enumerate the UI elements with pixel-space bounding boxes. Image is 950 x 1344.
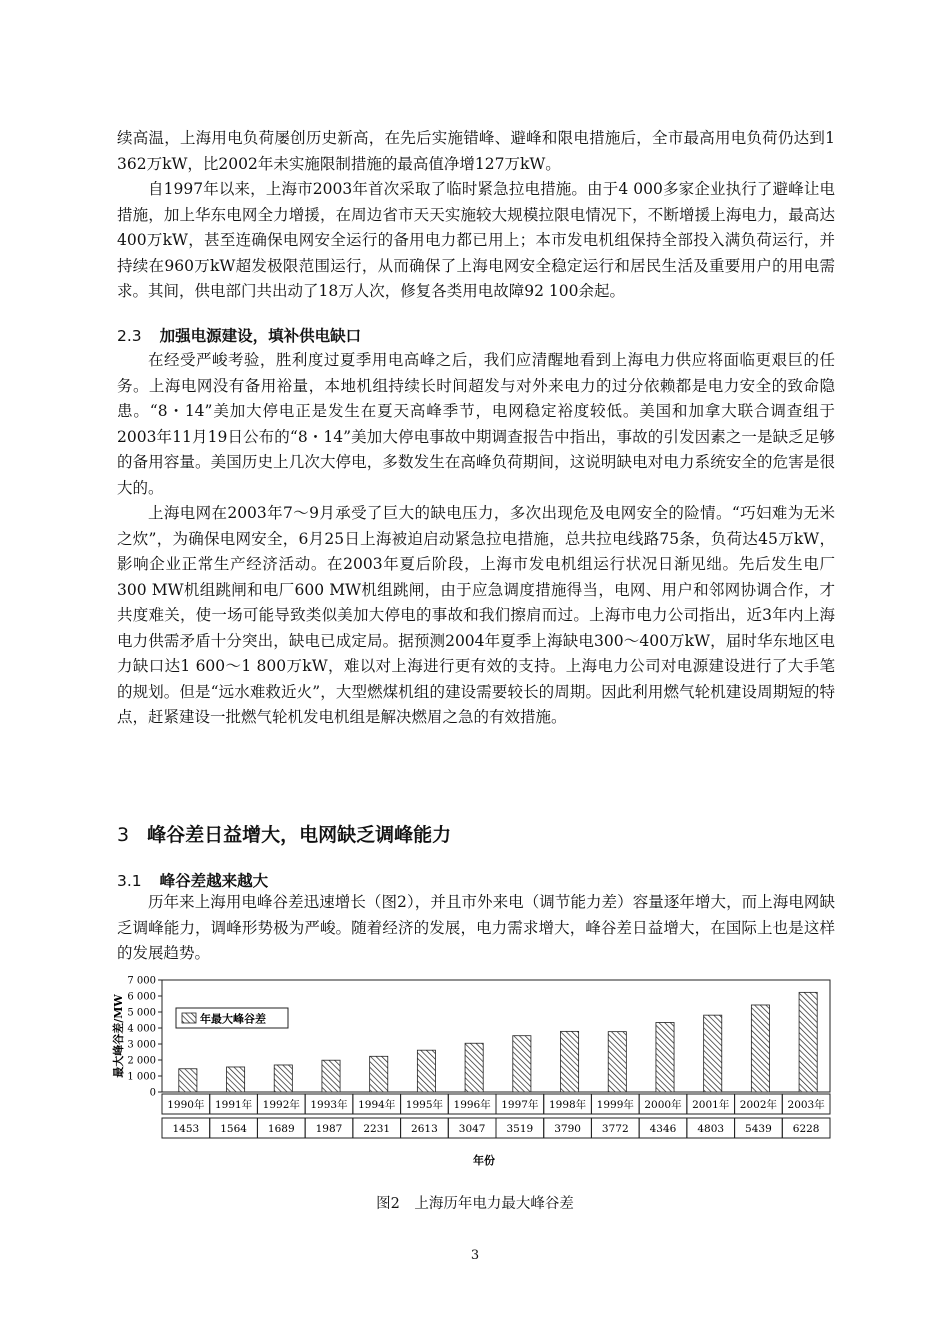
bar-1991年 bbox=[227, 1067, 245, 1092]
bar-2002年 bbox=[751, 1005, 769, 1092]
bar-1993年 bbox=[322, 1060, 340, 1092]
bar-2001年 bbox=[704, 1015, 722, 1092]
x-tick-label: 2002年 bbox=[739, 1099, 778, 1111]
data-label: 4346 bbox=[649, 1123, 677, 1135]
paragraph: 历年来上海用电峰谷差迅速增长（图2），并且市外来电（调节能力差）容量逐年增大，而上海电网缺乏调峰能力，调峰形势极为严峻。随着经济的发展，电力需求增大，峰谷差日益增大，在国际上也是这样的发展趋势。 bbox=[117, 893, 835, 962]
bar-2003年 bbox=[799, 992, 817, 1092]
figure-caption: 图2 上海历年电力最大峰谷差 bbox=[376, 1196, 574, 1212]
body-text-top bbox=[117, 126, 835, 305]
data-label: 3047 bbox=[458, 1123, 486, 1135]
data-label: 5439 bbox=[745, 1123, 772, 1135]
paragraph-continued: 续高温，上海用电负荷屡创历史新高，在先后实施错峰、避峰和限电措施后，全市最高用电负荷仍达到1 362万kW，比2002年未实施限制措施的最高值净增127万kW。 bbox=[117, 129, 835, 173]
x-axis-label: 年份 bbox=[473, 1154, 495, 1167]
peak-valley-chart bbox=[110, 972, 845, 1172]
data-label: 3790 bbox=[554, 1123, 581, 1135]
y-tick-label: 1 000 bbox=[127, 1071, 156, 1083]
data-label: 4803 bbox=[697, 1123, 725, 1135]
legend-swatch bbox=[182, 1013, 196, 1023]
section-number: 3.1 bbox=[117, 872, 142, 890]
y-tick-label: 2 000 bbox=[127, 1055, 156, 1067]
section-title: 峰谷差越来越大 bbox=[159, 872, 269, 890]
x-tick-label: 1996年 bbox=[453, 1099, 491, 1111]
data-label: 3772 bbox=[601, 1123, 629, 1135]
legend-label: 年最大峰谷差 bbox=[200, 1012, 266, 1026]
bar-1992年 bbox=[274, 1065, 292, 1092]
bar-1998年 bbox=[561, 1031, 579, 1092]
bar-1995年 bbox=[417, 1050, 435, 1092]
section-2-3-body bbox=[117, 348, 835, 731]
y-tick-label: 5 000 bbox=[127, 1007, 156, 1019]
section-title: 峰谷差日益增大，电网缺乏调峰能力 bbox=[147, 824, 452, 846]
y-tick-label: 0 bbox=[149, 1087, 156, 1099]
bar-1990年 bbox=[179, 1069, 197, 1092]
paragraph: 上海电网在2003年7～9月承受了巨大的缺电压力，多次出现危及电网安全的险情。“巧妇难为无米之炊”，为确保电网安全，6月25日上海被迫启动紧急拉电措施，总共拉电线路75条，负荷达45万kW，影响企业正常生产经济活动。在2003年夏后阶段，上海市发电机组运行状况日渐见绌。先后发生电厂300 MW机组跳闸和电厂600 MW机组跳闸，由于应急调度措施得当，电网、用户和邻网协调合作，才共度难关，使一场可能导致类似美加大停电的事故和我们擦肩而过。上海市电力公司指出，近3年内上海电力供需矛盾十分突出，缺电已成定局。据预测2004年夏季上海缺电300～400万kW，届时华东地区电力缺口达1 600～1 800万kW，难以对上海进行更有效的支持。上海电力公司对电源建设进行了大手笔的规划。但是“远水难救近火”，大型燃煤机组的建设需要较长的周期。因此利用燃气轮机建设周期短的特点，赶紧建设一批燃气轮机发电机组是解决燃眉之急的有效措施。 bbox=[117, 504, 835, 726]
x-tick-label: 1990年 bbox=[167, 1099, 205, 1111]
x-tick-label: 1995年 bbox=[405, 1099, 444, 1111]
bar-1994年 bbox=[370, 1056, 388, 1092]
x-tick-label: 2001年 bbox=[692, 1099, 730, 1111]
bar-1996年 bbox=[465, 1043, 483, 1092]
x-tick-label: 1992年 bbox=[262, 1099, 300, 1111]
bar-2000年 bbox=[656, 1022, 674, 1092]
x-tick-label: 1993年 bbox=[310, 1099, 348, 1111]
section-title: 加强电源建设，填补供电缺口 bbox=[159, 327, 362, 345]
y-tick-label: 7 000 bbox=[127, 975, 156, 987]
y-tick-label: 6 000 bbox=[127, 991, 156, 1003]
plot-frame bbox=[162, 980, 830, 1092]
paragraph: 在经受严峻考验，胜利度过夏季用电高峰之后，我们应清醒地看到上海电力供应将面临更艰巨的任务。上海电网没有备用裕量，本地机组持续长时间超发与对外来电力的过分依赖都是电力安全的致命隐患。“8・14”美加大停电正是发生在夏天高峰季节，电网稳定裕度较低。美国和加拿大联合调查组于2003年11月19日公布的“8・14”美加大停电事故中期调查报告中指出，事故的引发因素之一是缺乏足够的备用容量。美国历史上几次大停电，多数发生在高峰负荷期间，这说明缺电对电力系统安全的危害是很大的。 bbox=[117, 351, 835, 497]
data-label: 6228 bbox=[792, 1123, 820, 1135]
section-number: 2.3 bbox=[117, 327, 142, 345]
x-tick-label: 1994年 bbox=[358, 1099, 396, 1111]
data-label: 2231 bbox=[363, 1123, 391, 1135]
x-tick-label: 2000年 bbox=[644, 1099, 682, 1111]
data-label: 1453 bbox=[172, 1123, 200, 1135]
x-tick-label: 1998年 bbox=[548, 1099, 587, 1111]
section-heading-3-1 bbox=[117, 869, 268, 891]
data-label: 1689 bbox=[267, 1123, 295, 1135]
section-heading-3 bbox=[117, 820, 451, 847]
data-label: 2613 bbox=[411, 1123, 438, 1135]
y-tick-label: 3 000 bbox=[127, 1039, 156, 1051]
data-label: 1987 bbox=[315, 1123, 343, 1135]
data-label: 1564 bbox=[220, 1123, 247, 1135]
x-tick-label: 1991年 bbox=[214, 1099, 253, 1111]
data-label: 3519 bbox=[506, 1123, 534, 1135]
y-tick-label: 4 000 bbox=[127, 1023, 156, 1035]
paragraph: 自1997年以来，上海市2003年首次采取了临时紧急拉电措施。由于4 000多家企业执行了避峰让电措施，加上华东电网全力增援，在周边省市天天实施较大规模拉限电情况下，不断增援上海电力，最高达400万kW，甚至连确保电网安全运行的备用电力都已用上；本市发电机组保持全部投入满负荷运行，并持续在960万kW超发极限范围运行，从而确保了上海电网安全稳定运行和居民生活及重要用户的用电需求。其间，供电部门共出动了18万人次，修复各类用电故障92 100余起。 bbox=[117, 180, 835, 300]
section-number: 3 bbox=[117, 824, 130, 846]
x-tick-label: 1999年 bbox=[596, 1099, 634, 1111]
x-tick-label: 1997年 bbox=[501, 1099, 539, 1111]
y-axis-label: 最大峰谷差/MW bbox=[112, 994, 125, 1078]
x-tick-label: 2003年 bbox=[787, 1099, 825, 1111]
section-heading-2-3 bbox=[117, 324, 361, 346]
section-3-1-body bbox=[117, 890, 835, 967]
bar-1997年 bbox=[513, 1036, 531, 1092]
bar-1999年 bbox=[608, 1032, 626, 1092]
page-number: 3 bbox=[470, 1248, 480, 1263]
